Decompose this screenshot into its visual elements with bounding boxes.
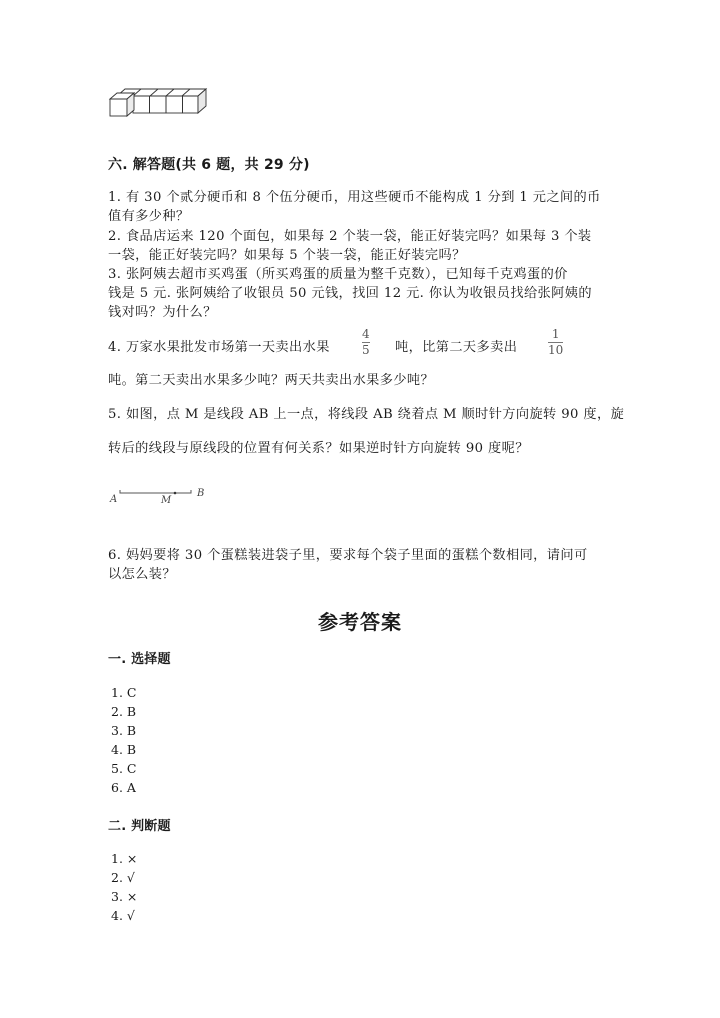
label-b: B	[197, 488, 205, 499]
answers-heading-choice: 一. 选择题	[108, 652, 171, 667]
question-6	[108, 546, 616, 584]
question-4-part-1: 4. 万家水果批发市场第一天卖出水果	[108, 340, 330, 355]
question-2-line-2: 一袋，能正好装完吗？如果每 5 个装一袋，能正好装完吗？	[108, 248, 466, 263]
answer-item: 1. C	[111, 685, 137, 700]
point-m	[174, 492, 177, 495]
choice-answers-list	[111, 683, 136, 797]
cubes-figure	[108, 86, 210, 118]
answers-title: 参考答案	[318, 610, 402, 634]
label-a: A	[110, 494, 118, 505]
judgment-answers-list	[111, 849, 137, 925]
answer-item: 5. C	[111, 761, 137, 776]
question-1	[108, 188, 616, 226]
question-4-part-2: 吨，比第二天多卖出	[395, 340, 518, 355]
question-3-line-2: 钱是 5 元. 张阿姨给了收银员 50 元钱，找回 12 元. 你认为收银员找给张阿姨的	[108, 286, 592, 301]
segment-ab-figure	[108, 484, 218, 514]
answers-heading-judgment: 二. 判断题	[108, 819, 171, 834]
fraction-denominator: 10	[548, 343, 564, 357]
question-3	[108, 265, 616, 322]
answer-item: 2. B	[111, 704, 137, 719]
question-3-line-3: 钱对吗？为什么？	[108, 305, 217, 320]
question-5-line-2: 转后的线段与原线段的位置有何关系？如果逆时针方向旋转 90 度呢？	[108, 441, 529, 456]
question-6-line-1: 6. 妈妈要将 30 个蛋糕装进袋子里，要求每个袋子里面的蛋糕个数相同，请问可	[108, 548, 588, 563]
question-1-line-1: 1. 有 30 个贰分硬币和 8 个伍分硬币，用这些硬币不能构成 1 分到 1 元之间的币	[108, 190, 601, 205]
answer-item: 6. A	[111, 780, 136, 795]
fraction-one-tenth	[548, 328, 563, 357]
question-6-line-2: 以怎么装？	[108, 567, 176, 582]
question-5-line-1: 5. 如图，点 M 是线段 AB 上一点，将线段 AB 绕着点 M 顺时针方向旋转 90 度，旋	[108, 407, 625, 422]
answer-item: 4. B	[111, 742, 137, 757]
answer-item: 1. ×	[111, 851, 138, 866]
answer-item: 3. ×	[111, 889, 138, 904]
label-m: M	[161, 495, 172, 506]
answer-item: 4. √	[111, 908, 135, 923]
question-1-line-2: 值有多少种？	[108, 209, 190, 224]
section-heading-solve: 六. 解答题(共 6 题，共 29 分)	[108, 157, 310, 173]
fraction-four-fifths	[362, 328, 370, 357]
fraction-numerator: 1	[551, 327, 560, 341]
question-2-line-1: 2. 食品店运来 120 个面包，如果每 2 个装一袋，能正好装完吗？如果每 3 个装	[108, 229, 592, 244]
fraction-denominator: 5	[362, 343, 370, 357]
question-2	[108, 227, 616, 265]
question-4-line-2: 吨。第二天卖出水果多少吨？两天共卖出水果多少吨？	[108, 373, 435, 388]
question-3-line-1: 3. 张阿姨去超市买鸡蛋（所买鸡蛋的质量为整千克数），已知每千克鸡蛋的价	[108, 267, 568, 282]
answer-item: 2. √	[111, 870, 135, 885]
answer-item: 3. B	[111, 723, 137, 738]
fraction-numerator: 4	[362, 327, 370, 341]
